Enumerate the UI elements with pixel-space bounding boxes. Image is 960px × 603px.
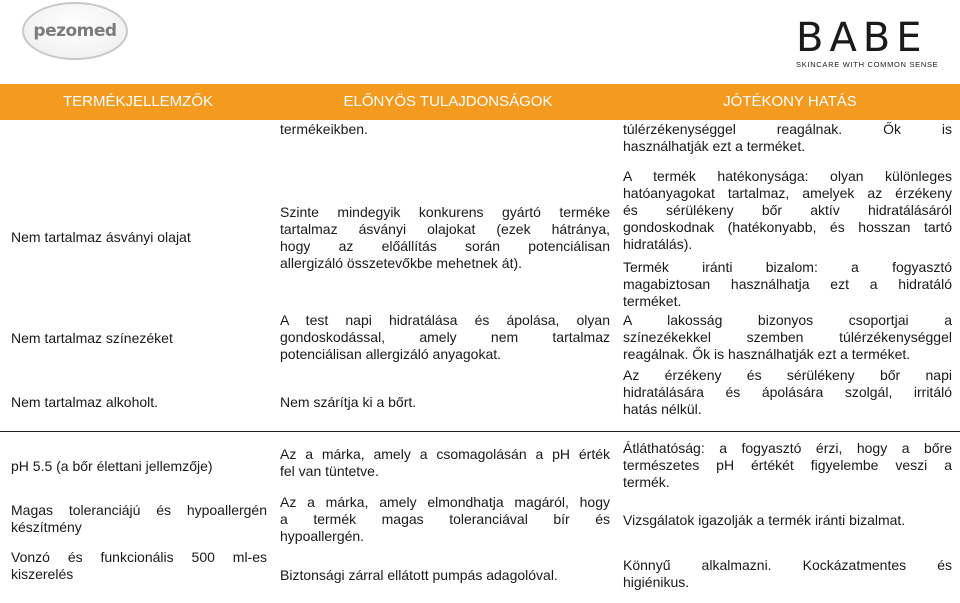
effect-text-line: terméket. xyxy=(623,293,682,309)
table-header xyxy=(0,84,960,120)
effect-text-line: Termék iránti bizalom: a fogyasztó xyxy=(623,259,952,275)
benefit-text-line: hogy az előállítás során potenciálisan xyxy=(280,238,610,254)
benefit-text-line: Az a márka, amely a csomagolásán a pH érték xyxy=(280,446,610,462)
header-benefits: ELŐNYÖS TULAJDONSÁGOK xyxy=(343,93,553,110)
benefit-pump-dispenser: Biztonsági zárral ellátott pumpás adagolóval. xyxy=(280,567,558,583)
effect-text-line: A termék hatékonysága: olyan különleges xyxy=(623,168,952,184)
effect-continuation-line: túlérzékenységgel reagálnak. Ők is xyxy=(623,121,952,137)
effect-text-line: termék. xyxy=(623,474,670,490)
benefit-continuation: termékeikben. xyxy=(280,121,368,137)
feature-text-line: készítmény xyxy=(11,519,82,535)
babe-logo-brand: BABE xyxy=(796,15,928,61)
effect-text-line: higiénikus. xyxy=(623,574,690,590)
effect-text-line: reagálnak. Ők is használhatják ezt a terméket. xyxy=(623,346,911,362)
benefit-text-line: Az a márka, amely elmondhatja magáról, hogy xyxy=(280,494,610,510)
pezomed-logo xyxy=(22,2,128,60)
effect-text-line: magabiztosan használhatja ezt a hidratáló xyxy=(623,276,952,292)
feature-no-colorant: Nem tartalmaz színezéket xyxy=(11,330,173,346)
feature-ph-value: pH 5.5 (a bőr élettani jellemzője) xyxy=(11,458,213,474)
benefit-text-line: A test napi hidratálása és ápolása, olyan xyxy=(280,312,610,328)
pezomed-logo-text: pezomed xyxy=(33,21,117,41)
feature-text-line: Vonzó és funkcionális 500 ml-es xyxy=(11,549,267,565)
effect-text-line: gondoskodnak (hatékonyabb, és hosszan tartó xyxy=(623,219,952,235)
header-effects: JÓTÉKONY HATÁS xyxy=(723,93,857,110)
benefit-text-line: hypoallergén. xyxy=(280,528,365,544)
effect-text-line: Könnyű alkalmazni. Kockázatmentes és xyxy=(623,557,952,573)
effect-text-line: természetes pH értékét figyelembe veszi a xyxy=(623,457,952,473)
effect-text-line: hatóanyagokat tartalmaz, amelyek az érzékeny xyxy=(623,185,952,201)
benefit-text-line: a termék magas toleranciával bír és xyxy=(280,511,610,527)
header-features: TERMÉKJELLEMZŐK xyxy=(62,93,214,110)
feature-text-line: Magas toleranciájú és hypoallergén xyxy=(11,502,267,518)
effect-tests-confirm: Vizsgálatok igazolják a termék iránti bizalmat. xyxy=(623,512,906,528)
benefit-no-drying: Nem szárítja ki a bőrt. xyxy=(280,394,417,410)
effect-text-line: Átláthatóság: a fogyasztó érzi, hogy a bőre xyxy=(623,440,952,456)
effect-continuation-line: használhatják ezt a terméket. xyxy=(623,138,806,154)
section-divider xyxy=(0,431,960,432)
benefit-text-line: fel van tüntetve. xyxy=(280,463,379,479)
effect-text-line: hidratálására és ápolására szolgál, irritáló xyxy=(623,384,952,400)
benefit-text-line: Szinte mindegyik konkurens gyártó terméke xyxy=(280,204,610,220)
feature-text-line: kiszerelés xyxy=(11,566,74,582)
benefit-text-line: potenciálisan allergizáló anyagokat. xyxy=(280,346,502,362)
babe-logo-tagline: SKINCARE WITH COMMON SENSE xyxy=(796,60,939,69)
benefit-text-line: allergizáló összetevőkbe mehetnek át). xyxy=(280,255,523,271)
benefit-text-line: gondoskodással, amely nem tartalmaz xyxy=(280,329,610,345)
babe-logo xyxy=(796,15,939,69)
benefit-text-line: tartalmaz ásványi olajokat (ezek hátránya, xyxy=(280,221,610,237)
effect-text-line: A lakosság bizonyos csoportjai a xyxy=(623,312,952,328)
effect-text-line: hidratálás). xyxy=(623,236,693,252)
effect-text-line: Az érzékeny és sérülékeny bőr napi xyxy=(623,367,952,383)
effect-text-line: színezékekkel szemben túlérzékenységgel xyxy=(623,329,952,345)
effect-text-line: és sérülékeny bőr aktív hidratálásáról xyxy=(623,202,952,218)
feature-no-alcohol: Nem tartalmaz alkoholt. xyxy=(11,394,159,410)
effect-text-line: hatás nélkül. xyxy=(623,401,702,417)
feature-no-mineral-oil: Nem tartalmaz ásványi olajat xyxy=(11,229,191,245)
